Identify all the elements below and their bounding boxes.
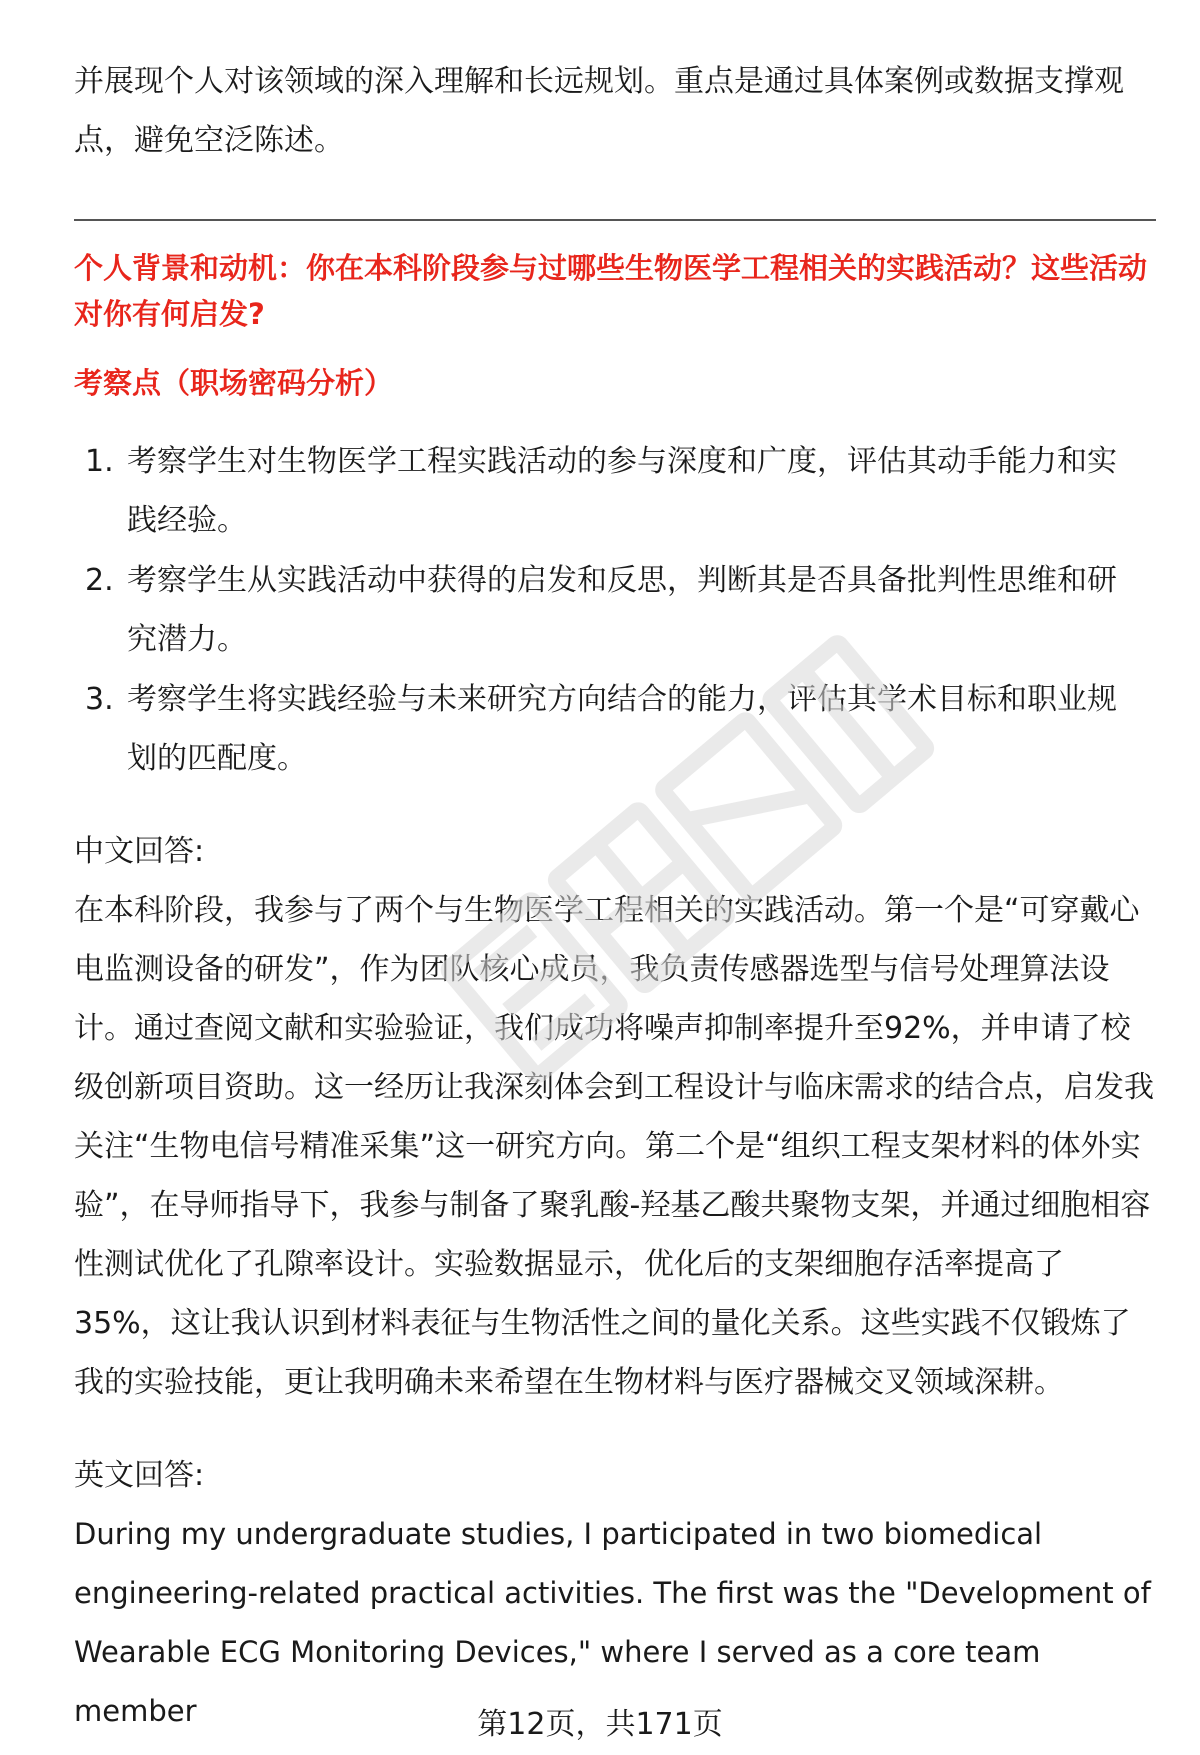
list-item	[74, 432, 1144, 550]
chinese-answer-text: 在本科阶段，我参与了两个与生物医学工程相关的实践活动。第一个是“可穿戴心电监测设备的研发”，作为团队核心成员，我负责传感器选型与信号处理算法设计。通过查阅文献和实验验证，我们成功将噪声抑制率提升至92%，并申请了校级创新项目资助。这一经历让我深刻体会到工程设计与临床需求的结合点，启发我关注“生物电信号精准采集”这一研究方向。第二个是“组织工程支架材料的体外实验”，在导师指导下，我参与制备了聚乳酸-羟基乙酸共聚物支架，并通过细胞相容性测试优化了孔隙率设计。实验数据显示，优化后的支架细胞存活率提高了35%，这让我认识到材料表征与生物活性之间的量化关系。这些实践不仅锻炼了我的实验技能，更让我明确未来希望在生物材料与医疗器械交叉领域深耕。	[74, 893, 1154, 1400]
exam-points-list	[74, 432, 1144, 789]
list-item-text: 考察学生从实践活动中获得的启发和反思，判断其是否具备批判性思维和研究潜力。	[127, 563, 1117, 657]
intro-paragraph: 并展现个人对该领域的深入理解和长远规划。重点是通过具体案例或数据支撑观点，避免空泛陈述。	[74, 64, 1124, 158]
list-item	[74, 670, 1144, 788]
chinese-answer-label: 中文回答:	[74, 834, 205, 869]
list-item-number: 1.	[85, 444, 114, 479]
exam-points-heading: 考察点（职场密码分析）	[74, 366, 394, 400]
list-item-number: 3.	[85, 682, 114, 717]
list-item-number: 2.	[85, 563, 114, 598]
list-item-text: 考察学生对生物医学工程实践活动的参与深度和广度，评估其动手能力和实践经验。	[127, 444, 1117, 538]
english-answer-text: During my undergraduate studies, I participated in two biomedical engineering-related practical activities. The first was the "Development of Wearable ECG Monitoring Devices," where I served as a core team member	[74, 1517, 1151, 1728]
english-answer-label: 英文回答:	[74, 1458, 205, 1493]
list-item-text: 考察学生将实践经验与未来研究方向结合的能力，评估其学术目标和职业规划的匹配度。	[127, 682, 1117, 776]
page-footer: 第12页，共171页	[477, 1707, 723, 1742]
list-item	[74, 551, 1144, 669]
question-heading: 个人背景和动机：你在本科阶段参与过哪些生物医学工程相关的实践活动？这些活动对你有何启发?	[74, 251, 1148, 331]
section-divider	[74, 219, 1156, 221]
